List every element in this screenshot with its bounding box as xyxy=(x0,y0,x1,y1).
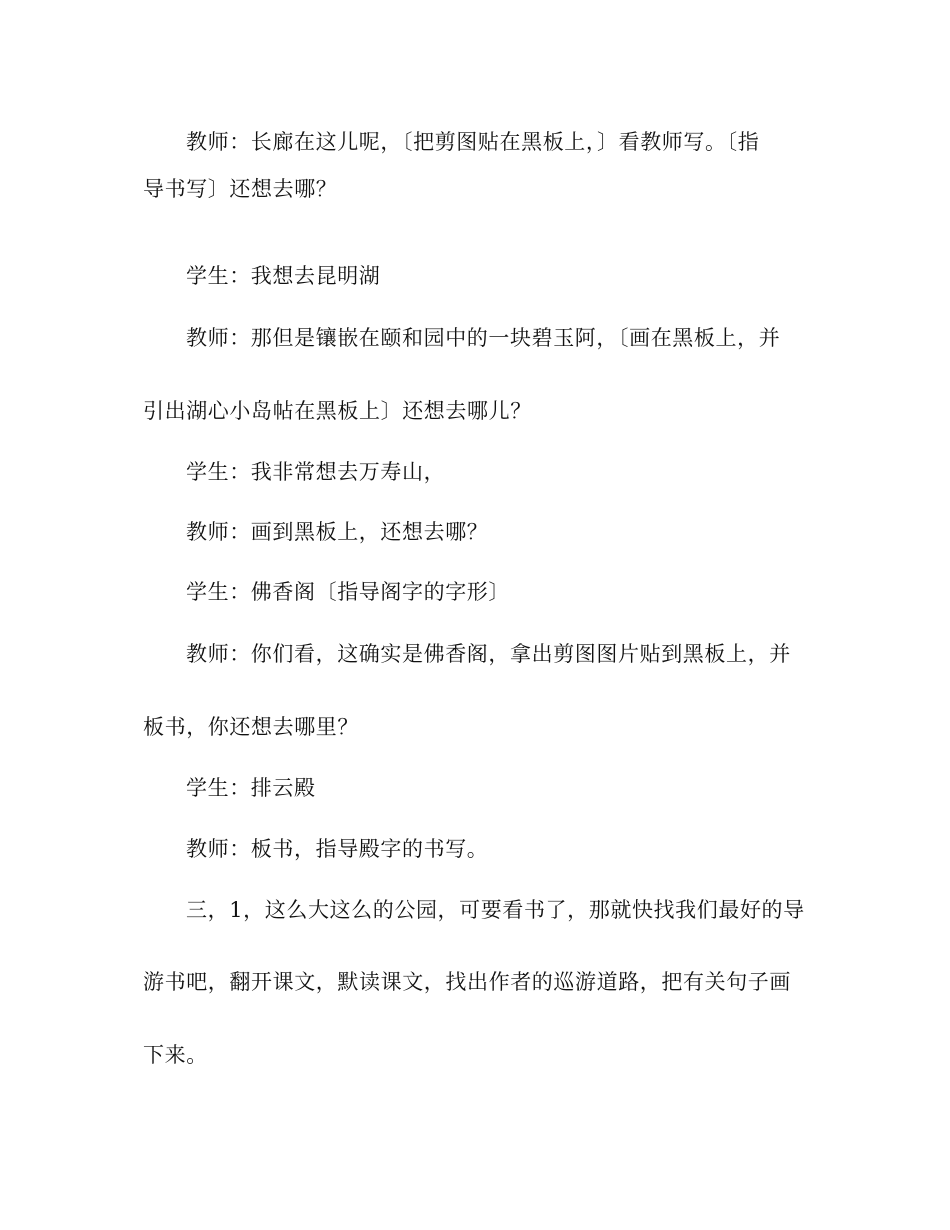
paragraph-line: 三，1，这么大这么的公园，可要看书了，那就快找我们最好的导 xyxy=(186,898,805,922)
paragraph-line: 引出湖心小岛帖在黑板上〕还想去哪儿？ xyxy=(143,399,532,423)
paragraph-line: 导书写〕还想去哪？ xyxy=(143,177,338,201)
paragraph-line: 下来。 xyxy=(143,1043,208,1067)
paragraph-line: 教师：那但是镶嵌在颐和园中的一块碧玉阿，〔画在黑板上，并 xyxy=(186,326,781,350)
paragraph-line: 学生：佛香阁〔指导阁字的字形〕 xyxy=(186,580,510,604)
paragraph-line: 教师：画到黑板上，还想去哪？ xyxy=(186,520,489,544)
paragraph-line: 教师：长廊在这儿呢，〔把剪图贴在黑板上，〕看教师写。〔指 xyxy=(186,130,760,154)
paragraph-line: 学生：排云殿 xyxy=(186,776,316,800)
paragraph-line: 游书吧，翻开课文，默读课文，找出作者的巡游道路，把有关句子画 xyxy=(143,970,791,994)
paragraph-line: 教师：你们看，这确实是佛香阁，拿出剪图图片贴到黑板上，并 xyxy=(186,642,791,666)
paragraph-line: 教师：板书，指导殿字的书写。 xyxy=(186,837,489,861)
paragraph-line: 学生：我想去昆明湖 xyxy=(186,264,381,288)
paragraph-line: 学生：我非常想去万寿山， xyxy=(186,460,446,484)
paragraph-line: 板书，你还想去哪里？ xyxy=(143,715,359,739)
